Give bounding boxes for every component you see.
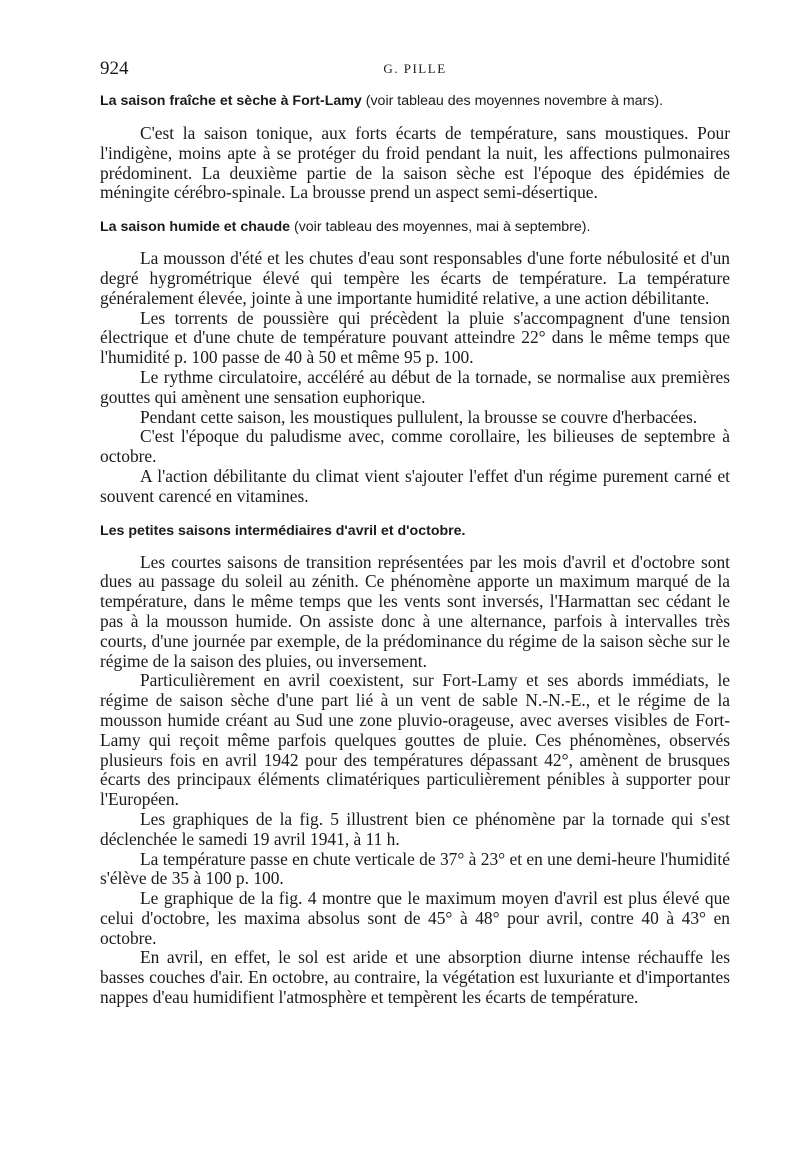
paragraph: Particulièrement en avril coexistent, sur Fort-Lamy et ses abords immédiats, le régime de saison sèche d'une part lié à un vent de sable N.-N.-E., et le régime de la mousson humide créant au Sud une zone pluvio-orageuse, avec averses visibles de Fort-Lamy qui reçoit même parfois quelques gouttes de pluie. Ces phénomènes, observés plusieurs fois en avril 1942 pour des températures dépassant 42°, amènent de brusques écarts des principaux éléments climatériques particulièrement pénibles à supporter pour l'Européen. bbox=[100, 670, 730, 810]
section-heading-note: (voir tableau des moyennes novembre à mars). bbox=[365, 93, 664, 109]
section-heading-note: (voir tableau des moyennes, mai à septembre). bbox=[293, 219, 591, 236]
paragraph: Les courtes saisons de transition représentées par les mois d'avril et d'octobre sont dues au passage du soleil au zénith. Ce phénomène apporte un maximum marqué de la température, dans le même temps que les vents sont inversés, l'Harmattan sec cédant le pas à la mousson humide. On assiste donc à une alternance, parfois à intervalles très courts, d'une journée par exemple, de la prédominance du régime de la saison sèche sur le régime de la saison des pluies, ou inversement. bbox=[100, 551, 730, 671]
section-heading-title: La saison humide et chaude bbox=[100, 219, 291, 236]
body-text bbox=[100, 92, 730, 1008]
section-intermediate-seasons bbox=[100, 522, 730, 1008]
paragraph: Le rythme circulatoire, accéléré au début de la tornade, se normalise aux premières gouttes qui amènent une sensation euphorique. bbox=[100, 366, 730, 407]
page-header bbox=[100, 58, 730, 80]
section-dry-cool-season bbox=[100, 92, 730, 203]
section-heading-title: Les petites saisons intermédiaires d'avril et d'octobre. bbox=[100, 522, 466, 539]
paragraph: A l'action débilitante du climat vient s'ajouter l'effet d'un régime purement carné et souvent carencé en vitamines. bbox=[100, 465, 730, 506]
page-number: 924 bbox=[100, 58, 129, 79]
paragraph: En avril, en effet, le sol est aride et une absorption diurne intense réchauffe les basses couches d'air. En octobre, au contraire, la végétation est luxuriante et d'importantes nappes d'eau humidifient l'atmosphère et tempèrent les écarts de température. bbox=[100, 947, 730, 1008]
paragraph: C'est la saison tonique, aux forts écarts de température, sans moustiques. Pour l'indigène, moins apte à se protéger du froid pendant la nuit, les affections pulmonaires prédominent. La deuxième partie de la saison sèche est l'époque des épidémies de méningite cérébro-spinale. La brousse prend un aspect semi-désertique. bbox=[100, 123, 730, 203]
paragraph: Les torrents de poussière qui précèdent la pluie s'accompagnent d'une tension électrique et d'une chute de température pouvant atteindre 22° dans le même temps que l'humidité p. 100 passe de 40 à 50 et même 95 p. 100. bbox=[100, 307, 730, 368]
section-heading-title: La saison fraîche et sèche à Fort-Lamy bbox=[100, 93, 362, 109]
paragraph: Les graphiques de la fig. 5 illustrent bien ce phénomène par la tornade qui s'est déclenchée le samedi 19 avril 1941, à 11 h. bbox=[100, 808, 730, 849]
paragraph: C'est l'époque du paludisme avec, comme corollaire, les bilieuses de septembre à octobre. bbox=[100, 426, 730, 467]
paragraph: La température passe en chute verticale de 37° à 23° et en une demi-heure l'humidité s'élève de 35 à 100 p. 100. bbox=[100, 848, 730, 889]
paragraph: Le graphique de la fig. 4 montre que le maximum moyen d'avril est plus élevé que celui d'octobre, les maxima absolus sont de 45° à 48° pour avril, contre 40 à 43° en octobre. bbox=[100, 888, 730, 948]
paragraph: La mousson d'été et les chutes d'eau sont responsables d'une forte nébulosité et d'un degré hygrométrique élevé qui tempère les écarts de température. La température généralement élevée, jointe à une importante humidité relative, a une action débilitante. bbox=[100, 248, 730, 308]
section-heading bbox=[100, 522, 730, 540]
running-head: G. PILLE bbox=[383, 61, 447, 76]
section-heading bbox=[100, 92, 730, 110]
paragraph: Pendant cette saison, les moustiques pullulent, la brousse se couvre d'herbacées. bbox=[140, 406, 698, 427]
section-heading bbox=[100, 218, 730, 236]
section-humid-hot-season bbox=[100, 218, 730, 506]
